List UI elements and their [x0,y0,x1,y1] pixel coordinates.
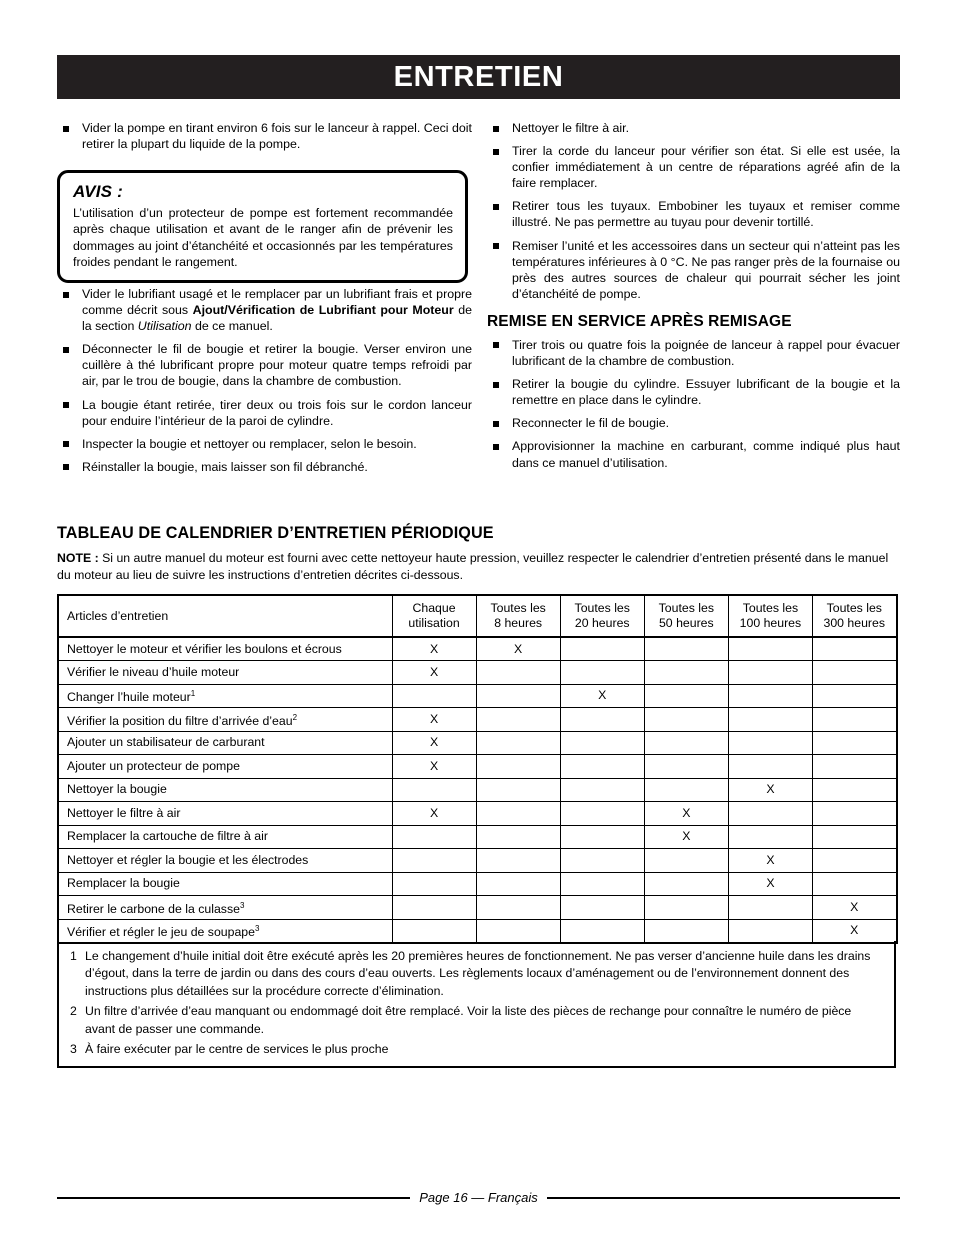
avis-heading: AVIS : [73,182,124,201]
header-line-2: 300 heures [823,616,886,630]
interval-empty-cell [728,919,812,943]
interval-empty-cell [392,684,476,708]
interval-empty-cell [392,778,476,802]
page-header-bar [57,55,900,99]
interval-mark-cell: X [728,872,812,896]
column-header-chaque-utilisation [392,595,476,637]
interval-empty-cell [644,849,728,873]
interval-mark-cell: X [476,637,560,661]
list-item [487,120,900,136]
square-bullet-icon [63,402,69,408]
left-column-lower [57,286,472,475]
footnote-row [70,948,883,1000]
table-row [58,825,897,849]
list-item-text: Retirer tous les tuyaux. Embobiner les tuyaux et remiser comme illustré. Ne pas permettre au tuyau pour devenir tortillé. [512,199,900,230]
header-line-2: 100 heures [739,616,802,630]
footnote-text: À faire exécuter par le centre de services le plus proche [85,1042,389,1057]
footnote-ref: 1 [190,689,196,699]
avis-body-text: L’utilisation d’un protecteur de pompe est fortement recommandée après chaque utilisation et avant de le ranger afin de prévenir les dommages au joint d’étanchéité et occasionnés par les températures froides pendant le rangement. [73,206,453,269]
table-row [58,778,897,802]
table-body [58,637,897,943]
interval-mark-cell: X [812,919,896,943]
schedule-footnotes [57,941,896,1068]
note-label: NOTE : [57,551,99,565]
note-text: Si un autre manuel du moteur est fourni avec cette nettoyeur haute pression, veuillez respecter le calendrier d’entretien présenté dans le manuel du moteur au lieu de suivre les instructions d’entretien décrites ci-dessous. [57,551,889,582]
interval-empty-cell [476,802,560,826]
square-bullet-icon [63,126,69,132]
interval-empty-cell [812,778,896,802]
interval-mark-cell: X [392,661,476,685]
table-row [58,708,897,732]
interval-empty-cell [812,872,896,896]
square-bullet-icon [63,464,69,470]
column-header-50-heures [644,595,728,637]
list-item [487,438,900,470]
interval-empty-cell [728,661,812,685]
interval-empty-cell [476,661,560,685]
interval-mark-cell: X [392,802,476,826]
header-line-1: Toutes les [574,601,630,615]
interval-empty-cell [560,778,644,802]
list-item-text: Tirer trois ou quatre fois la poignée de lanceur à rappel pour évacuer lubrificant de la chambre de combustion. [512,337,900,369]
interval-mark-cell: X [392,731,476,755]
footer-page-label: Page 16 — Français [419,1190,538,1205]
footnote-ref: 3 [239,900,245,910]
list-item [57,397,472,429]
left-column [57,120,472,152]
maintenance-item-cell: Retirer le carbone de la culasse$^3$ [58,896,392,920]
table-row [58,896,897,920]
footnote-row [70,1003,883,1038]
list-item-text: Retirer la bougie du cylindre. Essuyer lubrificant de la bougie et la remettre en place dans le cylindre. [512,377,900,408]
interval-empty-cell [476,919,560,943]
interval-empty-cell [812,708,896,732]
left-bullets-bottom [57,286,472,475]
interval-empty-cell [644,731,728,755]
list-item-text: Approvisionner la machine en carburant, comme indiqué plus haut dans ce manuel d’utilisation. [512,439,900,470]
interval-empty-cell [560,637,644,661]
maintenance-item-cell: Nettoyer le filtre à air [58,802,392,826]
header-line-1: Toutes les [658,601,715,615]
schedule-note [57,550,900,584]
square-bullet-icon [493,382,499,388]
interval-mark-cell: X [392,708,476,732]
interval-empty-cell [728,896,812,920]
interval-empty-cell [476,684,560,708]
list-item-text: Tirer la corde du lanceur pour vérifier son état. Si elle est usée, la confier immédiatement à un centre de réparations agréé afin de la faire remplacer. [512,144,900,191]
list-item-text: Inspecter la bougie et nettoyer ou remplacer, selon le besoin. [82,436,417,451]
table-row [58,637,897,661]
page-title: ENTRETIEN [393,60,564,93]
interval-empty-cell [644,778,728,802]
maintenance-item-cell: Ajouter un stabilisateur de carburant [58,731,392,755]
table-row [58,755,897,779]
interval-empty-cell [644,661,728,685]
square-bullet-icon [63,347,69,353]
maintenance-item-cell: Nettoyer la bougie [58,778,392,802]
interval-mark-cell: X [560,684,644,708]
interval-empty-cell [728,802,812,826]
list-item-text: Vider le lubrifiant usagé et le remplacer par un lubrifiant frais et propre comme décrit sous Ajout/Vérification de Lubrifiant pour Moteur de la section Utilisation de ce manuel. [82,287,472,334]
footnote-number: 2 [70,1004,77,1019]
footnote-ref: 2 [292,712,298,722]
interval-empty-cell [728,825,812,849]
interval-mark-cell: X [392,637,476,661]
footer-rule-left [57,1197,410,1199]
interval-mark-cell: X [644,802,728,826]
maintenance-item-cell: Changer l’huile moteur$^1$ [58,684,392,708]
table-row [58,849,897,873]
table-row [58,802,897,826]
interval-empty-cell [560,896,644,920]
footnote-text: Un filtre d’arrivée d’eau manquant ou endommagé doit être remplacé. Voir la liste des pièces de rechange pour connaître le numéro de pièce avant de passer une commande. [85,1004,852,1036]
interval-empty-cell [812,731,896,755]
interval-empty-cell [560,708,644,732]
column-header-8-heures [476,595,560,637]
interval-empty-cell [812,802,896,826]
list-item [57,341,472,389]
page-footer [57,1190,900,1205]
interval-empty-cell [560,802,644,826]
square-bullet-icon [493,204,499,210]
right-bullets-bottom [487,337,900,471]
avis-notice-box [57,170,468,283]
section-heading-remise: REMISE EN SERVICE APRÈS REMISAGE [487,312,792,330]
square-bullet-icon [493,243,499,249]
list-item [487,198,900,230]
table-header-row [58,595,897,637]
square-bullet-icon [63,292,69,298]
interval-empty-cell [728,637,812,661]
interval-empty-cell [476,755,560,779]
list-item-text: Déconnecter le fil de bougie et retirer la bougie. Verser environ une cuillère à thé lubrificant propre pour moteur quatre temps refroidi par air, par le trou de bougie, dans la chambre de combustion. [82,342,472,389]
footnote-ref: 3 [254,923,260,933]
column-header-articles: Articles d’entretien [58,595,392,637]
interval-mark-cell: X [644,825,728,849]
footnote-number: 1 [70,949,77,963]
square-bullet-icon [493,126,499,132]
interval-empty-cell [560,825,644,849]
list-item [57,286,472,334]
interval-empty-cell [560,919,644,943]
maintenance-item-cell: Vérifier et régler le jeu de soupape$^3$ [58,919,392,943]
maintenance-item-cell: Remplacer la bougie [58,872,392,896]
column-header-100-heures [728,595,812,637]
square-bullet-icon [493,342,499,348]
interval-empty-cell [560,661,644,685]
list-item-text: La bougie étant retirée, tirer deux ou trois fois sur le cordon lanceur pour enduire l’intérieur de la paroi de cylindre. [82,397,472,428]
interval-empty-cell [560,872,644,896]
table-row [58,919,897,943]
header-line-2: 50 heures [658,616,714,630]
interval-empty-cell [812,755,896,779]
header-line-1: Toutes les [826,601,882,615]
list-item-text: Nettoyer le filtre à air. [512,121,630,135]
header-line-2: 20 heures [574,616,630,630]
table-row [58,731,897,755]
interval-empty-cell [476,849,560,873]
interval-empty-cell [728,684,812,708]
maintenance-schedule-table [57,594,898,944]
list-item [487,415,900,431]
interval-empty-cell [476,731,560,755]
table-row [58,872,897,896]
square-bullet-icon [493,149,499,155]
interval-empty-cell [812,684,896,708]
list-item [57,459,472,475]
list-item [57,436,472,452]
interval-empty-cell [560,731,644,755]
maintenance-item-cell: Nettoyer le moteur et vérifier les boulons et écrous [58,637,392,661]
interval-empty-cell [644,896,728,920]
interval-empty-cell [560,849,644,873]
table-row [58,684,897,708]
interval-empty-cell [476,896,560,920]
interval-empty-cell [392,896,476,920]
table-header [58,595,897,637]
list-item [487,337,900,369]
interval-empty-cell [644,755,728,779]
maintenance-item-cell: Vérifier le niveau d’huile moteur [58,661,392,685]
footnote-text: Le changement d’huile initial doit être exécuté après les 20 premières heures de fonctionnement. Ne pas verser d’ancienne huile dans les drains d’égout, dans la terre de jardin ou dans des cours d’eau ouverts. Les règlements locaux d’aménagement ou de l’environnement donnent des instructions plus détaillées sur la procédure correcte d’élimination. [85,949,871,998]
interval-empty-cell [728,755,812,779]
header-line-2: 8 heures [494,616,543,630]
header-line-1: Chaque [412,601,456,615]
list-item-text: Vider la pompe en tirant environ 6 fois sur le lanceur à rappel. Ceci doit retirer la plupart du liquide de la pompe. [82,121,472,152]
table-row [58,661,897,685]
list-item [487,376,900,408]
list-item-text: Reconnecter le fil de bougie. [512,416,670,431]
square-bullet-icon [493,421,499,427]
interval-empty-cell [644,872,728,896]
maintenance-item-cell: Vérifier la position du filtre d’arrivée d’eau$^2$ [58,708,392,732]
interval-mark-cell: X [728,778,812,802]
maintenance-item-cell: Ajouter un protecteur de pompe [58,755,392,779]
interval-mark-cell: X [728,849,812,873]
interval-empty-cell [644,708,728,732]
footnote-row [70,1041,883,1058]
square-bullet-icon [63,441,69,447]
maintenance-item-cell: Nettoyer et régler la bougie et les électrodes [58,849,392,873]
interval-mark-cell: X [812,896,896,920]
square-bullet-icon [493,444,499,450]
header-line-1: Toutes les [742,601,799,615]
list-item-text: Remiser l’unité et les accessoires dans un secteur qui n’atteint pas les températures inférieures à 0 °C. Ne pas ranger près de la fournaise ou près des autres sources de chaleur qui pourrait sécher les joint d’étanchéité de pompe. [512,238,900,301]
interval-empty-cell [476,872,560,896]
interval-empty-cell [392,872,476,896]
list-item-text: Réinstaller la bougie, mais laisser son fil débranché. [82,459,368,474]
interval-empty-cell [476,708,560,732]
footnote-number: 3 [70,1042,77,1057]
interval-empty-cell [728,731,812,755]
interval-empty-cell [644,637,728,661]
right-column [487,120,900,471]
header-line-1: Toutes les [490,601,546,615]
interval-empty-cell [476,778,560,802]
list-item [487,143,900,191]
column-header-300-heures [812,595,896,637]
interval-mark-cell: X [392,755,476,779]
interval-empty-cell [392,849,476,873]
header-line-2: utilisation [408,616,460,630]
interval-empty-cell [812,825,896,849]
interval-empty-cell [476,825,560,849]
interval-empty-cell [644,684,728,708]
interval-empty-cell [560,755,644,779]
footer-rule-right [547,1197,900,1199]
column-header-20-heures [560,595,644,637]
interval-empty-cell [812,661,896,685]
list-item [57,120,472,152]
right-bullets-top [487,120,900,302]
interval-empty-cell [392,825,476,849]
schedule-heading: TABLEAU DE CALENDRIER D’ENTRETIEN PÉRIODIQUE [57,524,494,542]
interval-empty-cell [392,919,476,943]
interval-empty-cell [644,919,728,943]
maintenance-item-cell: Remplacer la cartouche de filtre à air [58,825,392,849]
left-bullets-top [57,120,472,152]
interval-empty-cell [812,849,896,873]
interval-empty-cell [812,637,896,661]
interval-empty-cell [728,708,812,732]
list-item [487,238,900,302]
